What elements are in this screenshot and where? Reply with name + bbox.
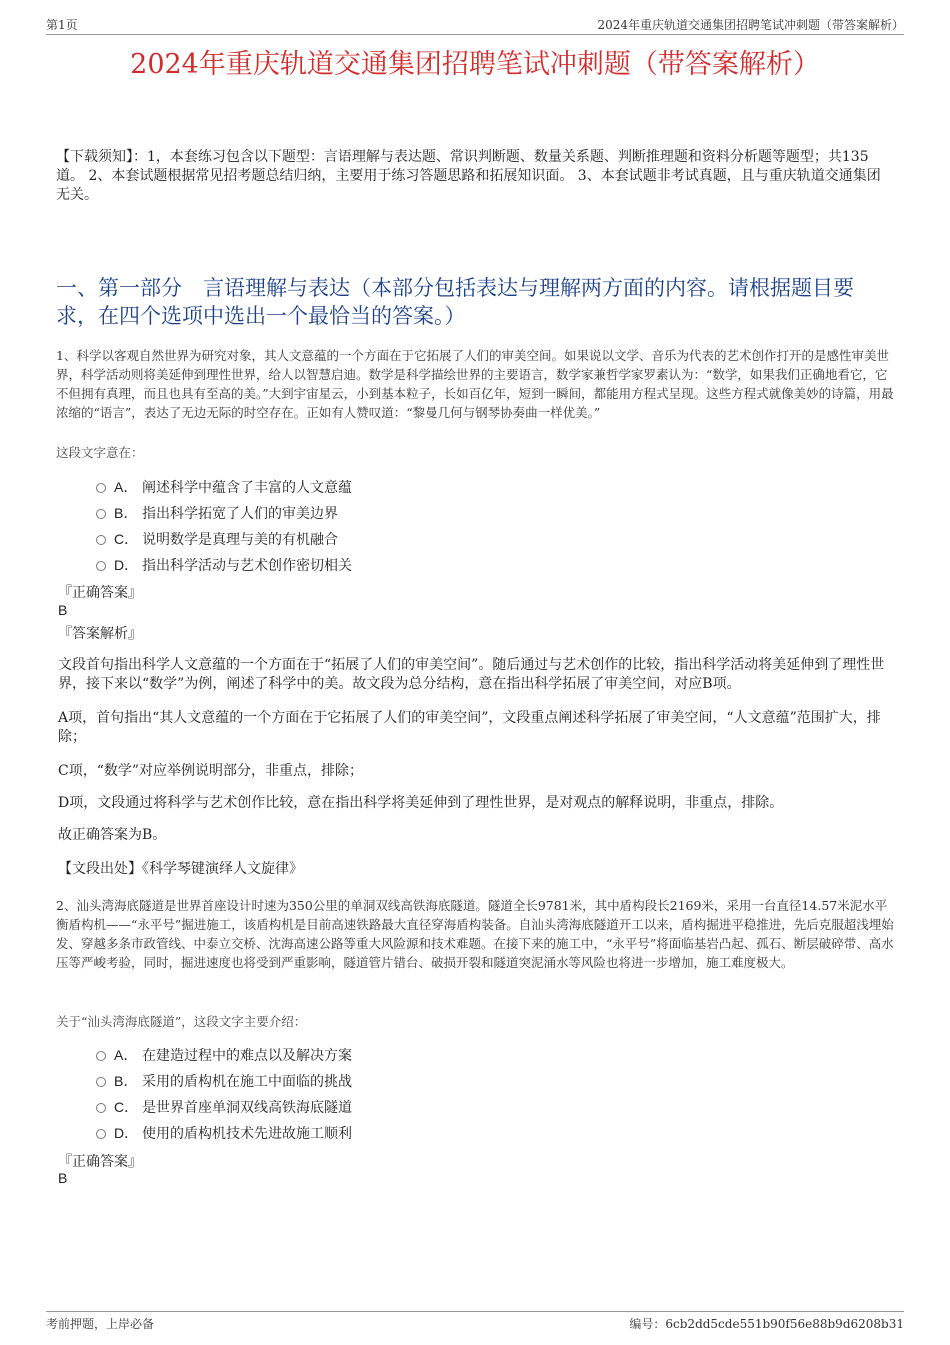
document-title: 2024年重庆轨道交通集团招聘笔试冲刺题（带答案解析） (130, 49, 820, 80)
download-notice: 【下载须知】：1，本套练习包含以下题型：言语理解与表达题、常识判断题、数量关系题、判断推理题和资料分析题等题型；共135道。 2、本套试题根据常见招考题总结归纳，主要用于练习答题思路和拓展知识面。 3、本套试题非考试真题，且与重庆轨道交通集团无关。 (56, 149, 881, 203)
radio-icon[interactable] (96, 535, 106, 545)
option-letter: C． (114, 1099, 139, 1115)
question-2-text: 2、汕头湾海底隧道是世界首座设计时速为350公里的单洞双线高铁海底隧道。隧道全长9781米，其中盾构段长2169米，采用一台直径14.57米泥水平衡盾构机——“永平号”掘进施工，该盾构机是目前高速铁路最大直径穿海盾构装备。自汕头湾海底隧道开工以来，盾构掘进平稳推进，先后克服超浅埋始发、穿越多条市政管线、中泰立交桥、沈海高速公路等重大风险源和技术难题。在接下来的施工中，“永平号”将面临基岩凸起、孤石、断层破碎带、高水压等严峻考验，同时，掘进速度也将受到严重影响，隧道管片错台、破损开裂和隧道突泥涌水等风险也将进一步增加，施工难度极大。 (56, 898, 894, 970)
option-letter: C． (114, 531, 139, 547)
radio-icon[interactable] (96, 509, 106, 519)
page-number: 第1页 (46, 18, 78, 32)
q1-analysis-paragraph: D项，文段通过将科学与艺术创作比较，意在指出科学将美延伸到了理性世界，是对观点的解释说明，非重点，排除。 (58, 795, 784, 811)
q1-analysis-paragraph: C项，“数学”对应举例说明部分，非重点，排除； (58, 763, 364, 779)
option-text: 是世界首座单洞双线高铁海底隧道 (142, 1100, 352, 1116)
option-text: 阐述科学中蕴含了丰富的人文意蕴 (142, 480, 352, 496)
q1-analysis-label: 『答案解析』 (58, 626, 142, 642)
section-title: 一、第一部分 言语理解与表达（本部分包括表达与理解两方面的内容。请根据题目要求，在四个选项中选出一个最恰当的答案。） (56, 276, 854, 328)
q1-option-d[interactable] (96, 555, 352, 575)
radio-icon[interactable] (96, 1129, 106, 1139)
option-text: 采用的盾构机在施工中面临的挑战 (142, 1074, 352, 1090)
q1-answer: B (58, 602, 68, 618)
option-text: 说明数学是真理与美的有机融合 (142, 532, 338, 548)
option-letter: A． (114, 1047, 138, 1063)
radio-icon[interactable] (96, 1103, 106, 1113)
option-text: 使用的盾构机技术先进故施工顺利 (142, 1126, 352, 1142)
q1-analysis-paragraph: A项，首句指出“其人文意蕴的一个方面在于它拓展了人们的审美空间”，文段重点阐述科学拓展了审美空间，“人文意蕴”范围扩大，排除； (58, 710, 881, 745)
q2-answer-label: 『正确答案』 (58, 1154, 142, 1170)
question-1-text: 1、科学以客观自然世界为研究对象，其人文意蕴的一个方面在于它拓展了人们的审美空间。如果说以文学、音乐为代表的艺术创作打开的是感性审美世界，科学活动则将美延伸到理性世界，给人以智慧启迪。数学是科学描绘世界的主要语言，数学家兼哲学家罗素认为：“数学，如果我们正确地看它，它不但拥有真理，而且也具有至高的美。”大到宇宙星云，小到基本粒子，长如百亿年，短到一瞬间，都能用方程式呈现。这些方程式就像美妙的诗篇，用最浓缩的“语言”，表达了无边无际的时空存在。正如有人赞叹道：“黎曼几何与钢琴协奏曲一样优美。” (56, 348, 894, 420)
q1-option-c[interactable] (96, 529, 338, 549)
radio-icon[interactable] (96, 483, 106, 493)
option-text: 指出科学拓宽了人们的审美边界 (142, 506, 338, 522)
question-2-prompt: 关于“汕头湾海底隧道”，这段文字主要介绍： (56, 1014, 307, 1029)
q2-option-c[interactable] (96, 1097, 352, 1117)
q2-option-d[interactable] (96, 1123, 352, 1143)
question-1-prompt: 这段文字意在： (56, 445, 144, 460)
option-text: 在建造过程中的难点以及解决方案 (142, 1048, 352, 1064)
q1-analysis-paragraph: 文段首句指出科学人文意蕴的一个方面在于“拓展了人们的审美空间”。随后通过与艺术创作的比较，指出科学活动将美延伸到了理性世界，接下来以“数学”为例，阐述了科学中的美。故文段为总分结构，意在指出科学拓展了审美空间，对应B项。 (58, 657, 885, 692)
q1-option-a[interactable] (96, 477, 352, 497)
q1-source: 【文段出处】《科学琴键演绎人文旋律》 (58, 861, 303, 877)
option-text: 指出科学活动与艺术创作密切相关 (142, 558, 352, 574)
option-letter: D． (114, 557, 139, 573)
option-letter: D． (114, 1125, 139, 1141)
option-letter: B． (114, 1073, 138, 1089)
q1-option-b[interactable] (96, 503, 338, 523)
radio-icon[interactable] (96, 1051, 106, 1061)
page-header (46, 14, 904, 35)
q2-answer: B (58, 1170, 68, 1186)
radio-icon[interactable] (96, 1077, 106, 1087)
q1-analysis-paragraph: 故正确答案为B。 (58, 827, 167, 843)
option-letter: B． (114, 505, 138, 521)
footer-slogan: 考前押题，上岸必备 (46, 1317, 155, 1331)
page-footer (46, 1311, 904, 1332)
q2-option-b[interactable] (96, 1071, 352, 1091)
q2-option-a[interactable] (96, 1045, 352, 1065)
footer-doc-id: 编号：6cb2dd5cde551b90f56e88b9d6208b31 (629, 1317, 904, 1331)
radio-icon[interactable] (96, 561, 106, 571)
q1-answer-label: 『正确答案』 (58, 585, 142, 601)
header-doc-title: 2024年重庆轨道交通集团招聘笔试冲刺题（带答案解析） (597, 18, 904, 32)
option-letter: A． (114, 479, 138, 495)
